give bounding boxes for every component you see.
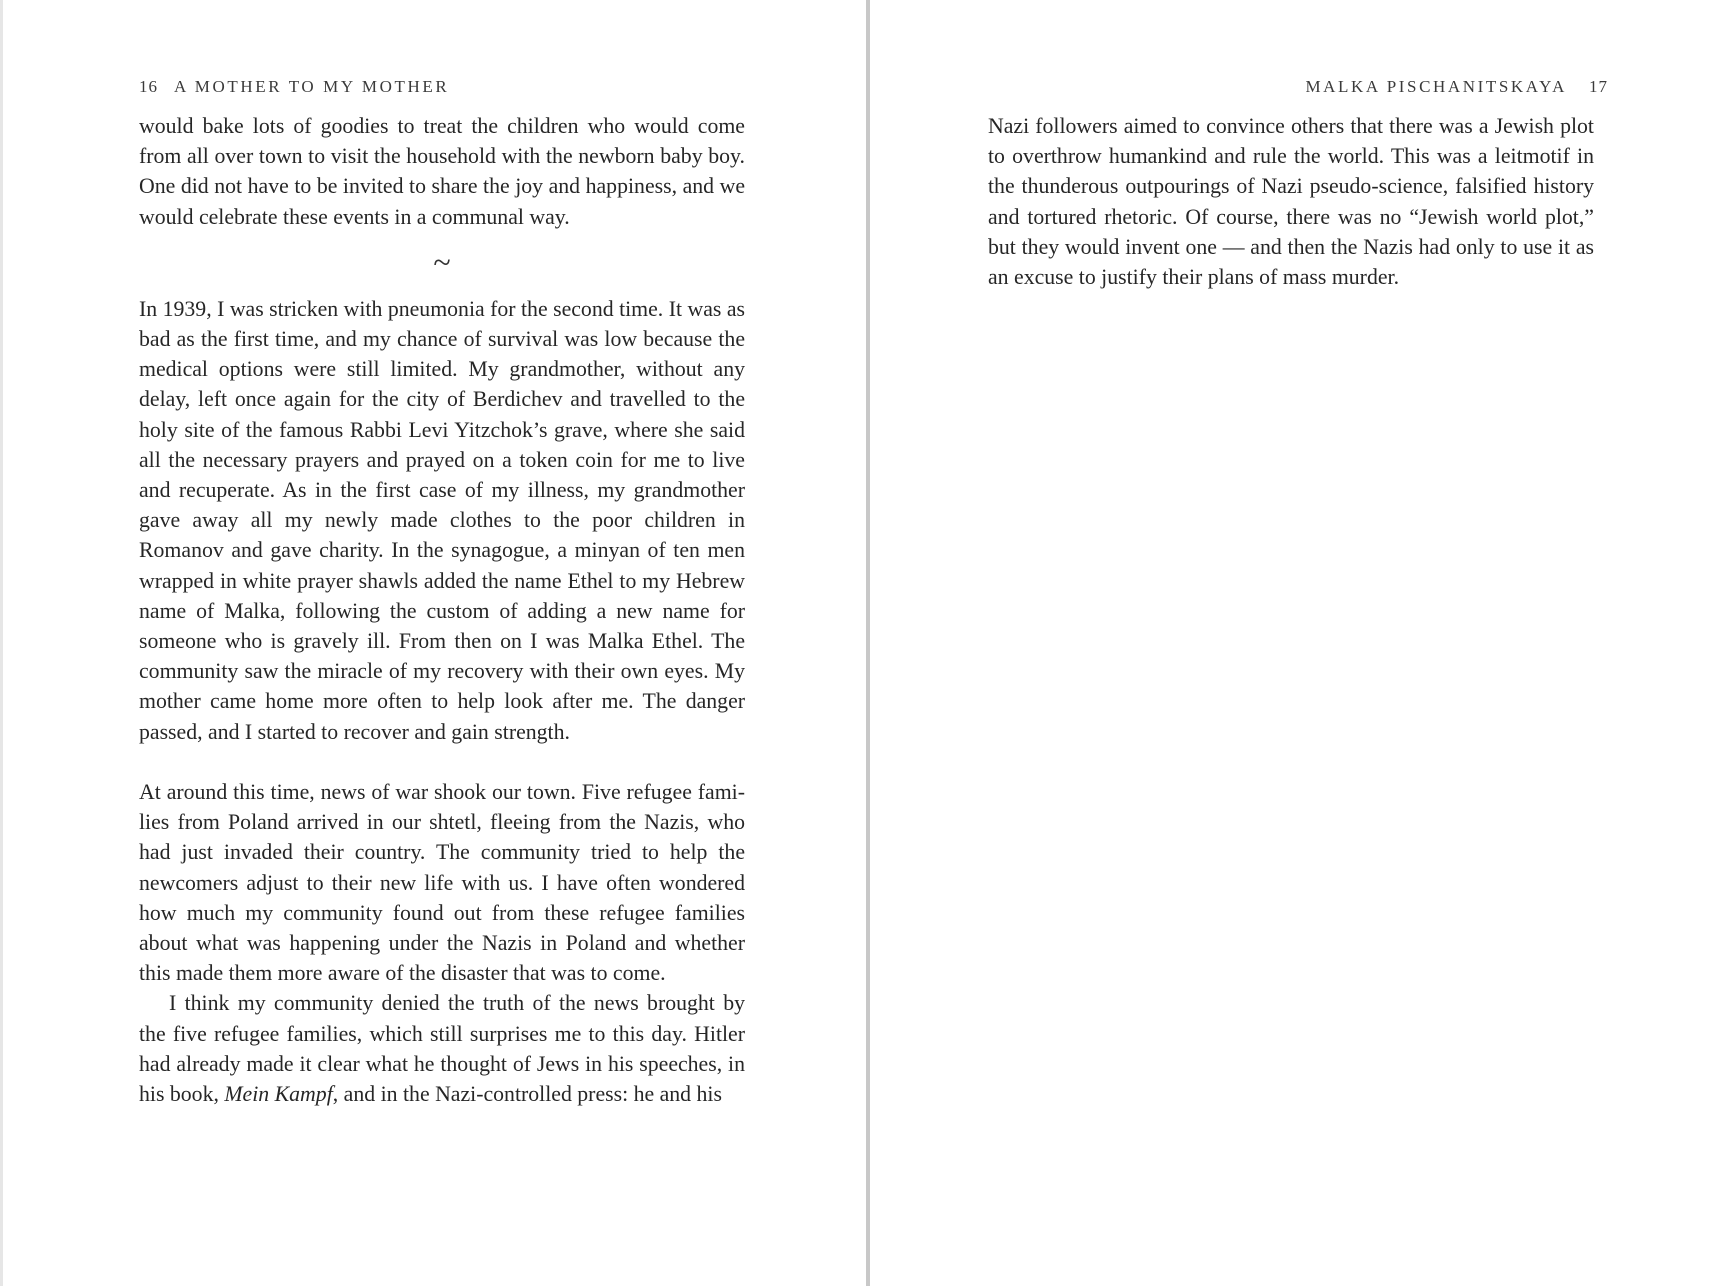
right-paragraph-1: Nazi followers aimed to convince others that there was a Jewish plot to overthrow humankind and rule the world. This was a leitmotif in the thunderous outpourings of Nazi pseudo-science, falsified history and tortured rhetoric. Of course, there was no “Jewish world plot,” but they would invent one — and then the Nazis had only to use it as an excuse to justify their plans of mass murder. [988, 114, 1594, 290]
left-page-number: 16 [139, 77, 158, 96]
left-running-title: A MOTHER TO MY MOTHER [174, 77, 450, 96]
left-text-block [139, 111, 745, 1109]
left-paragraph-1: would bake lots of goodies to treat the children who would come from all over town to visit the household with the newborn baby boy. One did not have to be invited to share the joy and happiness, and we would celebrate these events in a communal way. [139, 114, 745, 229]
left-paragraph-2: In 1939, I was stricken with pneumonia for the second time. It was as bad as the first time, and my chance of survival was low because the medical options were still limited. My grandmother, without any delay, left once again for the city of Berdichev and travelled to the holy site of the famous Rabbi Levi Yitzchok’s grave, where she said all the necessary prayers and prayed on a token coin for me to live and recuperate. As in the first case of my illness, my grandmother gave away all my newly made clothes to the poor children in Romanov and gave charity. In the synagogue, a minyan of ten men wrapped in white prayer shawls added the name Ethel to my Hebrew name of Malka, following the custom of adding a new name for someone who is gravely ill. From then on I was Malka Ethel. The community saw the miracle of my recovery with their own eyes. My mother came home more often to help look after me. The danger passed, and I started to recover and gain strength. [139, 296, 745, 744]
left-paragraph-4-text-start: I think my community denied the truth of the news brought by the five refugee families, which still surprises me to this day. Hitler had already made it clear what he thought of Jews in his speeches, in his book, [139, 991, 745, 1107]
left-paragraph-3: At around this time, news of war shook our town. Five refugee families from Poland arrived in our shtetl, fleeing from the Nazis, who had just invaded their country. The community tried to help the newcomers adjust to their new life with us. I have often wondered how much my community found out from these refugee families about what was happening under the Nazis in Poland and whether this made them more aware of the disaster that was to come. [139, 780, 745, 986]
section-break-ornament: ~ [433, 243, 451, 280]
right-text-block [988, 111, 1594, 292]
left-paragraph-4-text-end: , and in the Nazi-controlled press: he and his [332, 1082, 722, 1107]
right-page-number: 17 [1589, 77, 1608, 96]
page-edge-shadow [0, 0, 3, 1286]
right-running-title: MALKA PISCHANITSKAYA [1305, 77, 1567, 96]
left-paragraph-4 [139, 988, 745, 1109]
book-title-italic: Mein Kampf [224, 1082, 333, 1107]
right-running-head [1305, 77, 1608, 97]
left-running-head [139, 77, 449, 97]
